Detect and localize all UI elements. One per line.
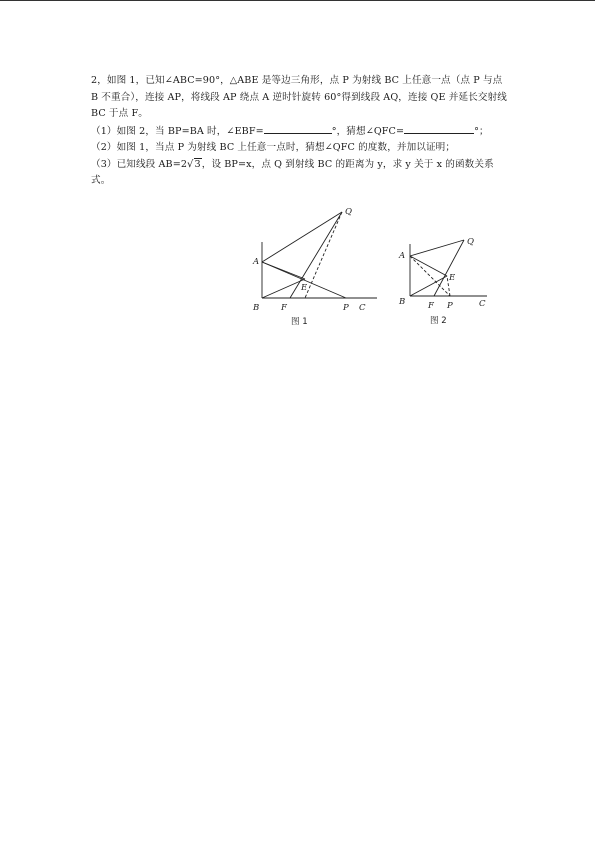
problem-intro: 2，如图 1，已知∠ABC=90°，△ABE 是等边三角形，点 P 为射线 BC 上任意一点（点 P 与点 B 不重合），连接 AP，将线段 AP 绕点 A 逆时针旋转 60°得到线段 AQ，连接 QE 并延长交射线 BC 于点 F。 bbox=[91, 75, 507, 119]
figure-1-svg bbox=[245, 200, 385, 330]
part-1-text-b: °，猜想∠QFC= bbox=[331, 125, 405, 137]
sqrt-argument: 3 bbox=[194, 158, 201, 170]
fig1-label-e: E bbox=[301, 283, 308, 293]
fig2-segment-ap bbox=[410, 256, 450, 296]
fig1-segment-ae bbox=[262, 262, 305, 279]
fig2-label-e: E bbox=[449, 273, 456, 283]
fig2-label-q: Q bbox=[467, 237, 474, 247]
problem-part-2: （2）如图 1，当点 P 为射线 BC 上任意一点时，猜想∠QFC 的度数，并加以证明； bbox=[91, 142, 456, 153]
fig1-label-a: A bbox=[253, 257, 260, 267]
fig1-segment-aq bbox=[262, 212, 342, 262]
fig2-label-p: P bbox=[447, 301, 453, 311]
problem-part-3 bbox=[91, 157, 511, 190]
fig2-label-b: B bbox=[399, 297, 406, 307]
figure-2 bbox=[395, 228, 495, 330]
part-3-text-a: （3）已知线段 AB=2 bbox=[91, 158, 188, 170]
answer-blank-ebf[interactable] bbox=[264, 123, 332, 134]
sqrt-expression bbox=[187, 157, 202, 174]
part-1-text-c: °； bbox=[474, 125, 489, 137]
fig1-label-b: B bbox=[253, 303, 260, 313]
fig2-segment-be bbox=[410, 276, 447, 296]
fig2-segment-aq bbox=[410, 240, 464, 256]
problem-part-1 bbox=[91, 123, 511, 141]
fig1-label-p: P bbox=[343, 303, 349, 313]
fig1-segment-be bbox=[262, 279, 305, 298]
fig2-label-c: C bbox=[479, 299, 486, 309]
fig1-caption: 图 1 bbox=[291, 317, 308, 327]
part-3-text-b: ，设 BP=x，点 Q 到射线 BC 的距离为 y，求 y 关于 x 的函数关系式。 bbox=[91, 158, 494, 186]
fig2-label-f: F bbox=[428, 301, 434, 311]
fig2-segment-ae bbox=[410, 256, 447, 276]
page-top-rule bbox=[0, 0, 595, 1]
fig1-label-c: C bbox=[359, 303, 366, 313]
fig1-label-q: Q bbox=[345, 207, 352, 217]
fig2-caption: 图 2 bbox=[430, 316, 447, 326]
fig2-label-a: A bbox=[399, 251, 406, 261]
fig2-segment-qf bbox=[434, 240, 464, 296]
problem-text bbox=[91, 73, 511, 190]
radical-sign: √ bbox=[187, 158, 194, 170]
fig1-label-f: F bbox=[281, 303, 287, 313]
answer-blank-qfc[interactable] bbox=[404, 123, 474, 134]
fig1-segment-qp bbox=[305, 212, 342, 298]
figure-2-svg bbox=[395, 228, 495, 330]
figure-1 bbox=[245, 200, 385, 330]
part-1-text-a: （1）如图 2，当 BP=BA 时，∠EBF= bbox=[91, 125, 264, 137]
